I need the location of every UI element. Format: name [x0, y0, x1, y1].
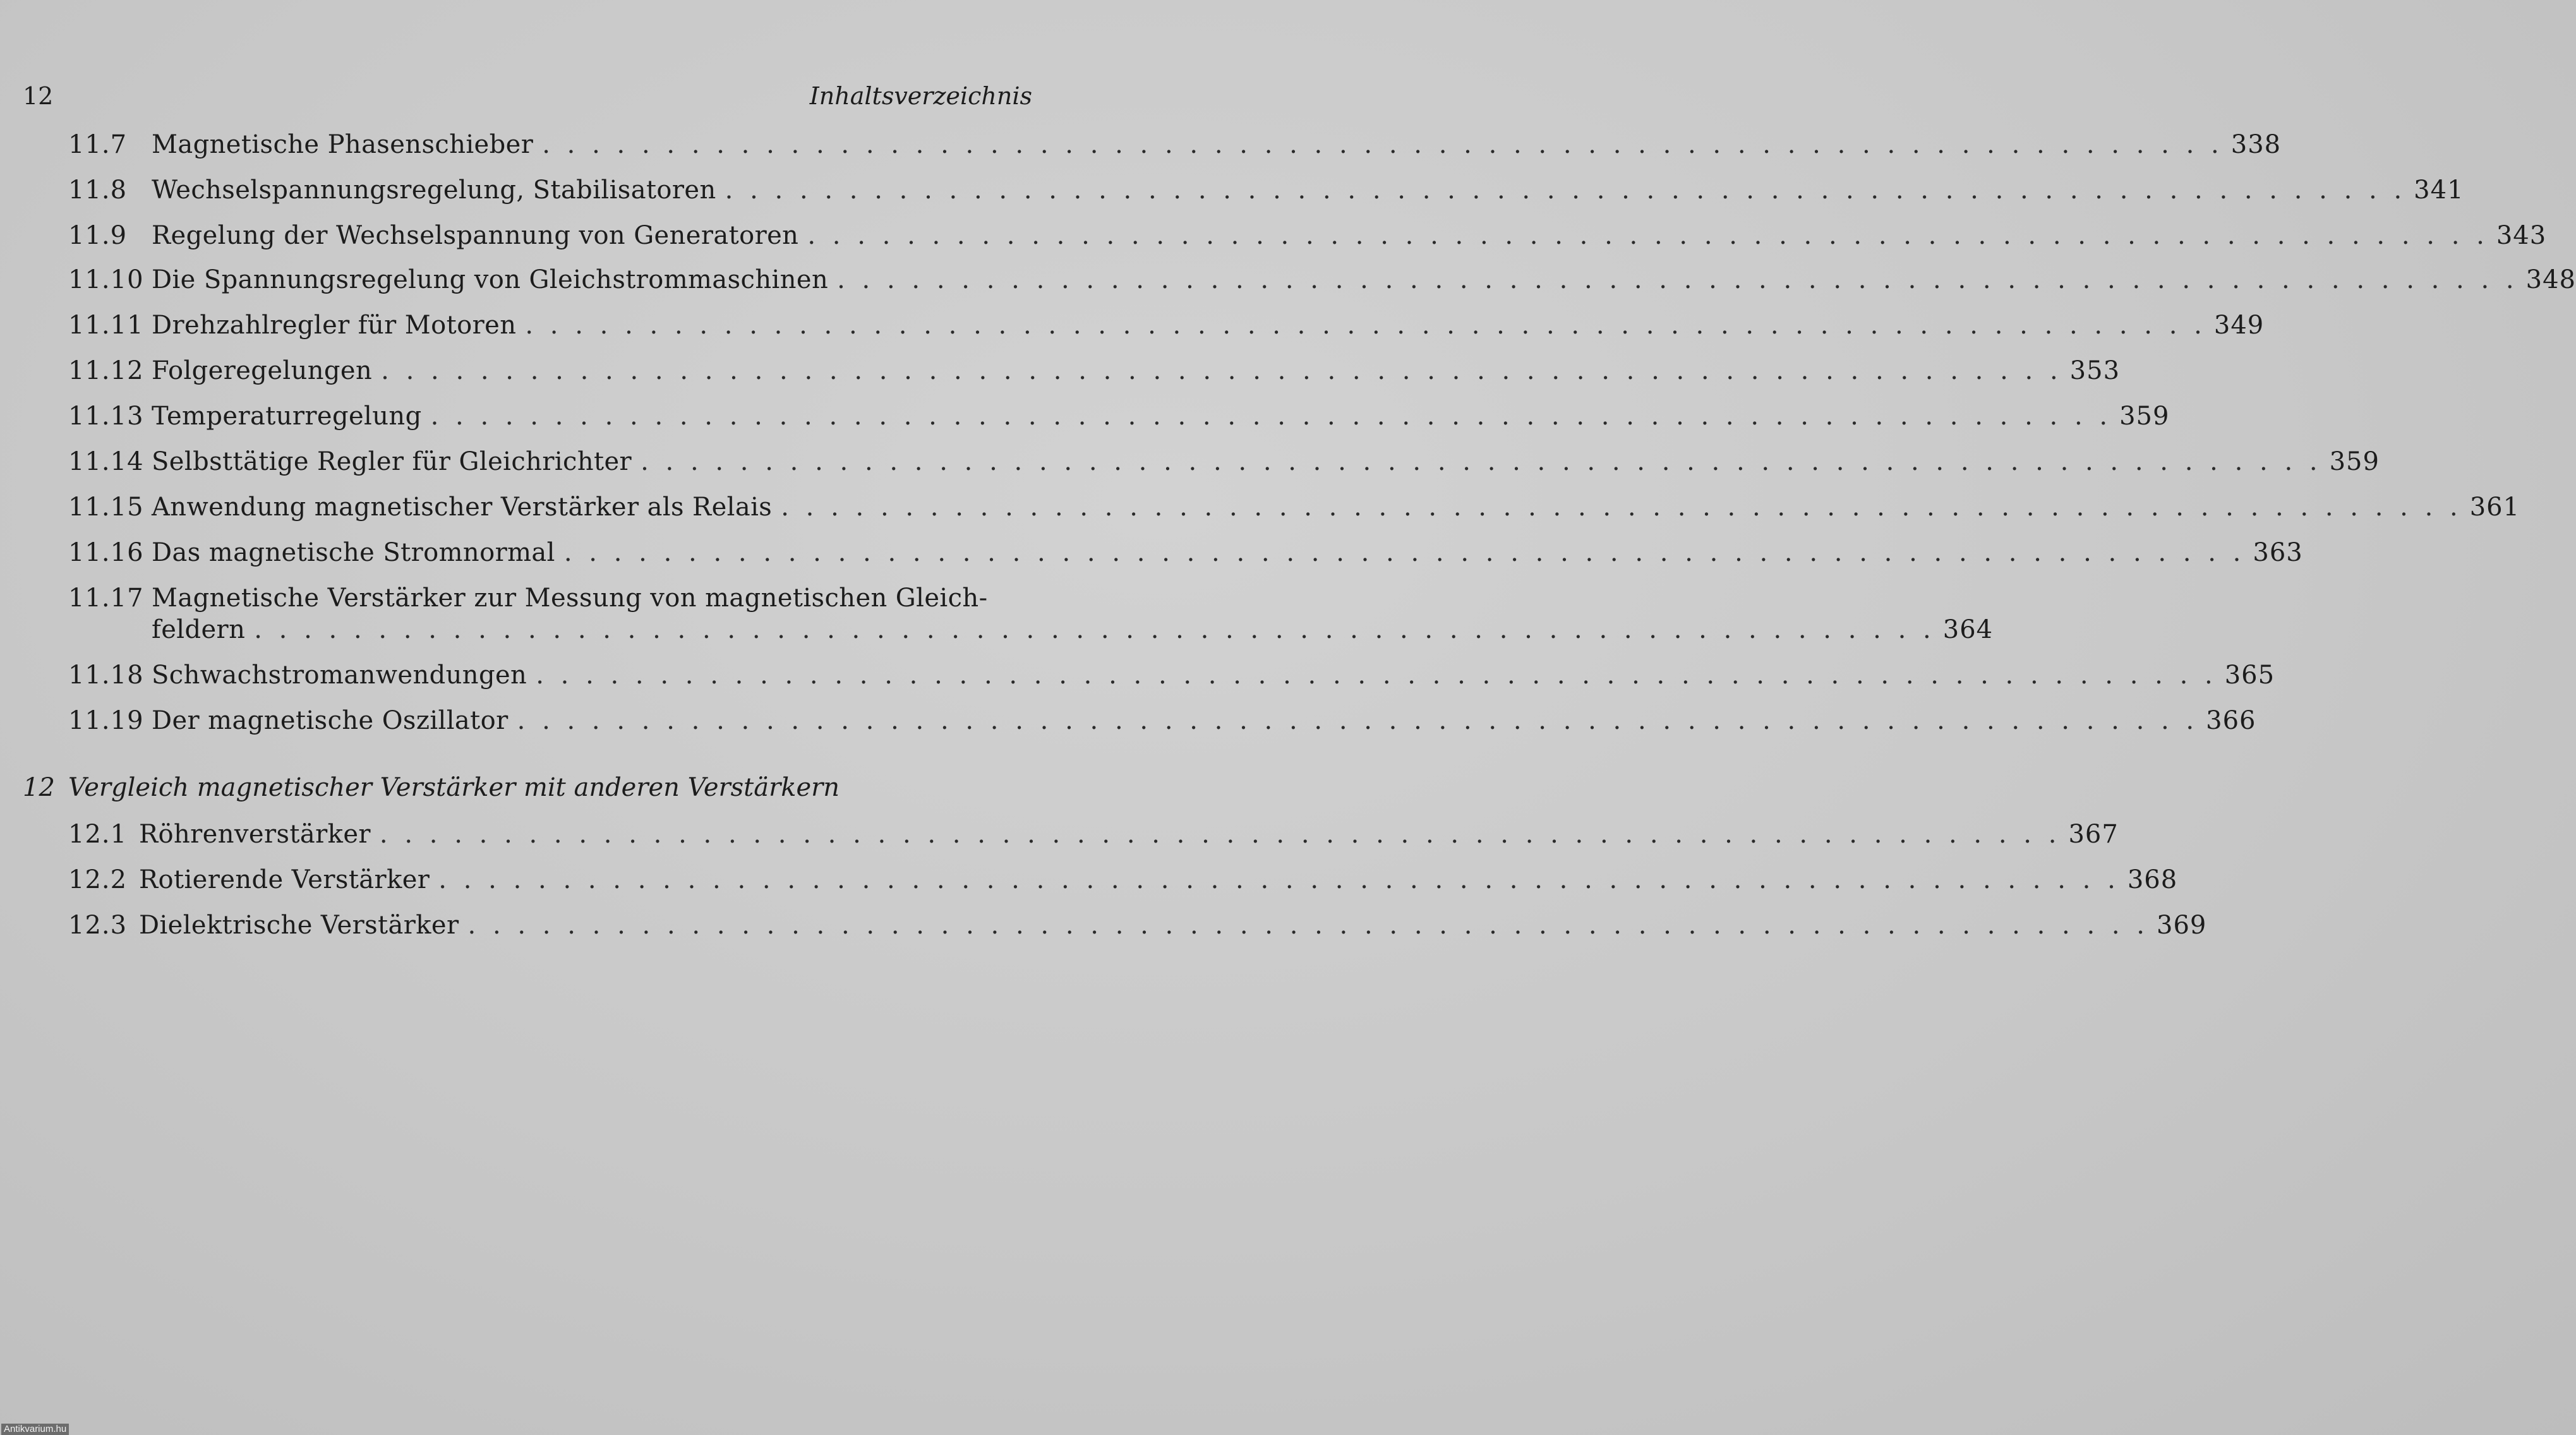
toc-entry-number: 11.7: [68, 130, 128, 159]
toc-entry-page: 348: [2525, 265, 2576, 294]
toc-entry-title: Wechselspannungsregelung, Stabilisatoren: [152, 176, 716, 205]
toc-entry-number: 12.1: [68, 820, 128, 849]
dot-leader: . . . . . . . . . . . . . . . . . . . . . . . . . . . . . . . . . . . . . . . . . . . . . . . . . . . . . . . . . . . . . . . . . . . .: [725, 176, 2407, 205]
dot-leader: . . . . . . . . . . . . . . . . . . . . . . . . . . . . . . . . . . . . . . . . . . . . . . . . . . . . . . . . . . . . . . . . . . . .: [254, 615, 1935, 644]
toc-entry-page: 353: [2069, 356, 2121, 385]
toc-entry-number: 12.3: [68, 911, 128, 940]
running-head: Inhaltsverzeichnis: [809, 82, 1032, 110]
toc-entry-number: 11.8: [68, 176, 128, 205]
toc-entry-title: Drehzahlregler für Motoren: [152, 311, 517, 340]
toc-entry-title: Rotierende Verstärker: [139, 865, 430, 894]
dot-leader: . . . . . . . . . . . . . . . . . . . . . . . . . . . . . . . . . . . . . . . . . . . . . . . . . . . . . . . . . . . . . . . . . . . .: [517, 706, 2199, 735]
watermark: Antikvarium.hu: [1, 1424, 69, 1435]
dot-leader: . . . . . . . . . . . . . . . . . . . . . . . . . . . . . . . . . . . . . . . . . . . . . . . . . . . . . . . . . . . . . . . . . . . .: [430, 402, 2112, 431]
toc-entry-page: 349: [2213, 311, 2265, 340]
toc-entry-number: 11.16: [68, 538, 144, 567]
toc-entry-page: 343: [2496, 221, 2547, 250]
toc-entry-page: 364: [1942, 615, 1994, 644]
toc-entry-title: Anwendung magnetischer Verstärker als Relais: [152, 493, 773, 522]
toc-entry: [68, 582, 1994, 645]
toc-entry: [68, 174, 2464, 206]
dot-leader: . . . . . . . . . . . . . . . . . . . . . . . . . . . . . . . . . . . . . . . . . . . . . . . . . . . . . . . . . . . . . . . . . . . .: [438, 865, 2120, 894]
toc-entry: [68, 400, 2170, 432]
toc-entry-number: 12.2: [68, 865, 128, 894]
toc-entry-page: 363: [2253, 538, 2303, 567]
toc-entry-page: 359: [2119, 402, 2170, 431]
dot-leader: . . . . . . . . . . . . . . . . . . . . . . . . . . . . . . . . . . . . . . . . . . . . . . . . . . . . . . . . . . . . . . . . . . . .: [542, 130, 2224, 159]
toc-entry: [68, 264, 2576, 296]
toc-entry: [68, 355, 2121, 387]
toc-entry: [68, 910, 2207, 941]
toc-entry-number: 11.18: [68, 661, 144, 690]
toc-entry-number: 11.12: [68, 356, 144, 385]
dot-leader: . . . . . . . . . . . . . . . . . . . . . . . . . . . . . . . . . . . . . . . . . . . . . . . . . . . . . . . . . . . . . . . . . . . .: [536, 661, 2217, 690]
toc-entry-number: 11.9: [68, 221, 128, 250]
toc-entry-title: Der magnetische Oszillator: [152, 706, 509, 735]
toc-entry-title: Die Spannungsregelung von Gleichstrommaschinen: [152, 265, 829, 294]
page-number: 12: [23, 82, 54, 110]
toc-entry: [68, 446, 2380, 477]
toc-entry-number: 11.19: [68, 706, 144, 735]
dot-leader: . . . . . . . . . . . . . . . . . . . . . . . . . . . . . . . . . . . . . . . . . . . . . . . . . . . . . . . . . . . . . . . . . . . .: [381, 356, 2062, 385]
toc-entry-page: 369: [2157, 911, 2207, 940]
toc-entry: [68, 491, 2520, 523]
toc-entry-page: 361: [2469, 493, 2520, 522]
toc-entry: [68, 537, 2303, 568]
toc-entry: [68, 659, 2275, 691]
dot-leader: . . . . . . . . . . . . . . . . . . . . . . . . . . . . . . . . . . . . . . . . . . . . . . . . . . . . . . . . . . . . . . . . . . . .: [641, 447, 2322, 476]
toc-entry-title: Selbsttätige Regler für Gleichrichter: [152, 447, 632, 476]
toc-entry: [68, 309, 2265, 341]
toc-entry-number: 11.10: [68, 265, 144, 294]
toc-entry-page: 338: [2230, 130, 2282, 159]
chapter-title: Vergleich magnetischer Verstärker mit anderen Verstärkern: [68, 773, 840, 802]
toc-entry: [68, 129, 2282, 160]
toc-entry: [68, 220, 2547, 251]
toc-entry: [68, 705, 2256, 736]
chapter-number: 12: [23, 773, 55, 802]
toc-entry-number: 11.15: [68, 493, 144, 522]
dot-leader: . . . . . . . . . . . . . . . . . . . . . . . . . . . . . . . . . . . . . . . . . . . . . . . . . . . . . . . . . . . . . . . . . . . .: [525, 311, 2206, 340]
toc-entry: [68, 864, 2178, 896]
toc-entry-title: Schwachstromanwendungen: [152, 661, 527, 690]
toc-entry-number: 11.11: [68, 311, 144, 340]
toc-entry-page: 359: [2329, 447, 2380, 476]
dot-leader: . . . . . . . . . . . . . . . . . . . . . . . . . . . . . . . . . . . . . . . . . . . . . . . . . . . . . . . . . . . . . . . . . . . .: [467, 911, 2150, 940]
toc-entry-number: 11.13: [68, 402, 144, 431]
toc-entry-title: Das magnetische Stromnormal: [152, 538, 555, 567]
toc-entry: [68, 819, 2119, 850]
toc-entry-page: 367: [2068, 820, 2119, 849]
dot-leader: . . . . . . . . . . . . . . . . . . . . . . . . . . . . . . . . . . . . . . . . . . . . . . . . . . . . . . . . . . . . . . . . . . . .: [563, 538, 2246, 567]
dot-leader: . . . . . . . . . . . . . . . . . . . . . . . . . . . . . . . . . . . . . . . . . . . . . . . . . . . . . . . . . . . . . . . . . . . .: [379, 820, 2061, 849]
toc-entry-title: Regelung der Wechselspannung von Generatoren: [152, 221, 799, 250]
toc-entry-title: Magnetische Phasenschieber: [152, 130, 534, 159]
toc-entry-page: 365: [2224, 661, 2275, 690]
dot-leader: . . . . . . . . . . . . . . . . . . . . . . . . . . . . . . . . . . . . . . . . . . . . . . . . . . . . . . . . . . . . . . . . . . . .: [781, 493, 2462, 522]
toc-entry-number: 11.14: [68, 447, 144, 476]
toc-entry-page: 368: [2127, 865, 2178, 894]
toc-entry-number: 11.17: [68, 584, 144, 613]
toc-entry-page: 366: [2206, 706, 2256, 735]
toc-entry-title: Dielektrische Verstärker: [139, 911, 459, 940]
dot-leader: . . . . . . . . . . . . . . . . . . . . . . . . . . . . . . . . . . . . . . . . . . . . . . . . . . . . . . . . . . . . . . . . . . . .: [837, 265, 2519, 294]
chapter-heading: [23, 772, 840, 803]
toc-entry-title-line2: feldern: [152, 615, 246, 644]
dot-leader: . . . . . . . . . . . . . . . . . . . . . . . . . . . . . . . . . . . . . . . . . . . . . . . . . . . . . . . . . . . . . . . . . . . .: [807, 221, 2489, 250]
toc-entry-title: Röhrenverstärker: [139, 820, 371, 849]
toc-entry-title: Temperaturregelung: [152, 402, 422, 431]
toc-entry-title: Folgeregelungen: [152, 356, 373, 385]
toc-entry-page: 341: [2414, 176, 2464, 205]
toc-entry-title-line1: Magnetische Verstärker zur Messung von magnetischen Gleich-: [152, 584, 988, 613]
